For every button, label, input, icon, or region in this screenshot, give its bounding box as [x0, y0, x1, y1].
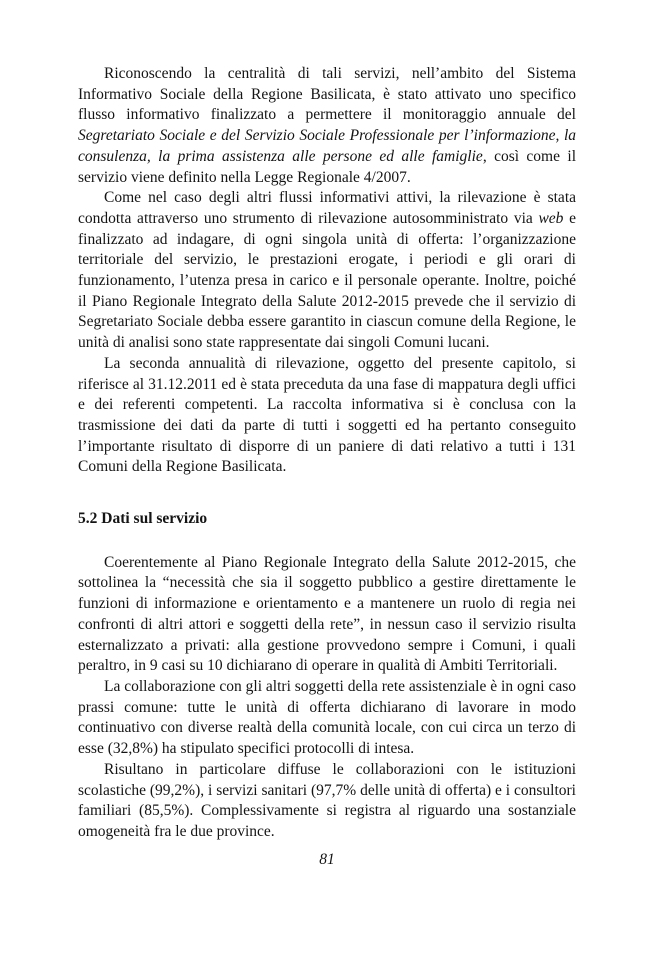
text-run: e finalizzato ad indagare, di ogni singola unità di offerta: l’organizzazione territoriale del servizio, le prestazioni erogate, i periodi e gli orari di funzionamento, l’utenza presa in carico e il personale operante. Inoltre, poiché il Piano Regionale Integrato della Salute 2012-2015 prevede che il servizio di Segretariato Sociale debba essere garantito in ciascun comune della Regione, le unità di analisi sono state rappresentate dai singoli Comuni lucani.: [78, 209, 576, 352]
page-number: 81: [319, 851, 335, 868]
italic-text-run: Segretariato Sociale e del Servizio Sociale Professionale per l’informazione, la consulenza, la prima assistenza alle persone ed alle famiglie: [78, 127, 576, 165]
paragraph-4: Coerentemente al Piano Regionale Integrato della Salute 2012-2015, che sottolinea la “necessità che sia il soggetto pubblico a gestire direttamente le funzioni di informazione e orientamento e a mantenere un ruolo di regia nei confronti di altri attori e soggetti della rete”, in nessun caso il servizio risulta esternalizzato a privati: alla gestione provvedono sempre i Comuni, i quali peraltro, in 9 casi su 10 dichiarano di operare in qualità di Ambiti Territoriali.: [78, 553, 576, 675]
paragraph-2: [78, 188, 576, 354]
paragraph-3: La seconda annualità di rilevazione, oggetto del presente capitolo, si riferisce al 31.12.2011 ed è stata preceduta da una fase di mappatura degli uffici e dei referenti competenti. La raccolta informativa si è conclusa con la trasmissione dei dati da parte di tutti i soggetti ed ha pertanto conseguito l’importante risultato di disporre di un paniere di dati relativo a tutti i 131 Comuni della Regione Basilicata.: [78, 354, 576, 476]
text-run: Riconoscendo la centralità di tali servizi, nell’ambito del Sistema Informativo Sociale della Regione Basilicata, è stato attivato uno specifico flusso informativo finalizzato a permettere il monitoraggio annuale del: [78, 65, 576, 124]
section-heading: 5.2 Dati sul servizio: [78, 510, 208, 528]
italic-text-run: web: [538, 209, 564, 227]
paragraph-1: [78, 64, 576, 188]
text-run: Come nel caso degli altri flussi informativi attivi, la rilevazione è stata condotta attraverso uno strumento di rilevazione autosomministrato via: [78, 189, 576, 227]
paragraph-6: Risultano in particolare diffuse le collaborazioni con le istituzioni scolastiche (99,2%), i servizi sanitari (97,7% delle unità di offerta) e i consultori familiari (85,5%). Complessivamente si registra al riguardo una sostanziale omogeneità fra le due province.: [78, 760, 576, 840]
paragraph-5: La collaborazione con gli altri soggetti della rete assistenziale è in ogni caso prassi comune: tutte le unità di offerta dichiarano di lavorare in modo continuativo con diverse realtà della comunità locale, con cui circa un terzo di esse (32,8%) ha stipulato specifici protocolli di intesa.: [78, 677, 576, 758]
text-run: , così come il servizio viene definito nella Legge Regionale 4/2007.: [78, 147, 576, 186]
